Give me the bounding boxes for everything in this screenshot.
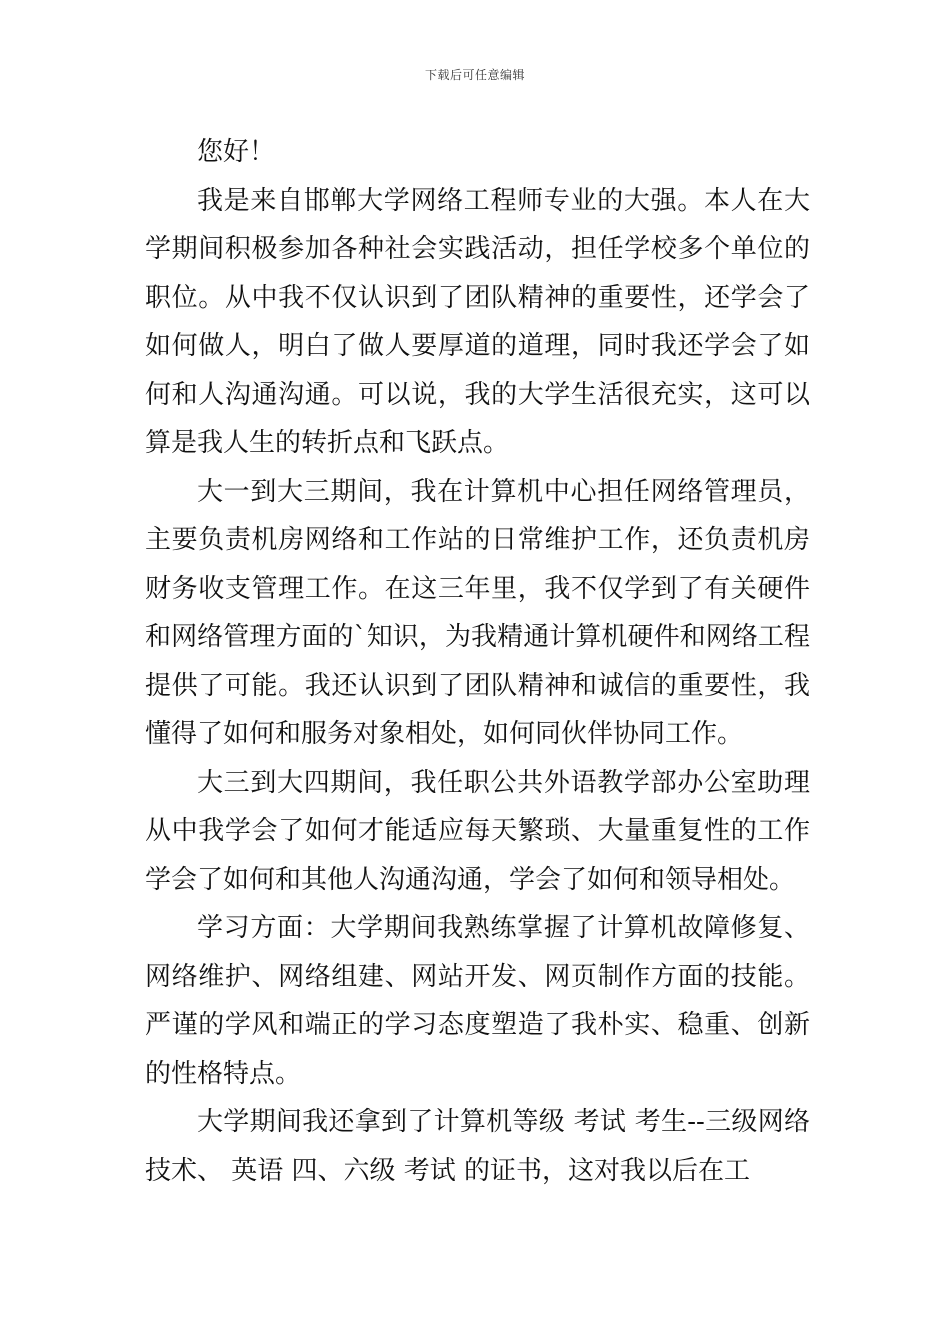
- paragraph-study: 学习方面：大学期间我熟练掌握了计算机故障修复、网络维护、网络组建、网站开发、网页制作方面的技能。严谨的学风和端正的学习态度塑造了我朴实、稳重、创新的性格特点。: [145, 913, 810, 1089]
- paragraph-office-assistant: 大三到大四期间，我任职公共外语教学部办公室助理从中我学会了如何才能适应每天繁琐、大量重复性的工作学会了如何和其他人沟通沟通，学会了如何和领导相处。: [145, 767, 810, 895]
- paragraph-certificates: 大学期间我还拿到了计算机等级 考试 考生--三级网络技术、 英语 四、六级 考试 的证书，这对我以后在工: [145, 1107, 810, 1186]
- page-header-note: 下载后可任意编辑: [424, 68, 525, 82]
- paragraph-network-admin: 大一到大三期间，我在计算机中心担任网络管理员，主要负责机房网络和工作站的日常维护工作，还负责机房财务收支管理工作。在这三年里，我不仅学到了有关硬件和网络管理方面的`知识，为我精通计算机硬件和网络工程提供了可能。我还认识到了团队精神和诚信的重要性，我懂得了如何和服务对象相处，如何同伙伴协同工作。: [145, 476, 810, 749]
- document-body: [145, 128, 810, 1195]
- paragraph-intro: 我是来自邯郸大学网络工程师专业的大强。本人在大学期间积极参加各种社会实践活动，担任学校多个单位的职位。从中我不仅认识到了团队精神的重要性，还学会了如何做人，明白了做人要厚道的道理，同时我还学会了如何和人沟通沟通。可以说，我的大学生活很充实，这可以算是我人生的转折点和飞跃点。: [145, 185, 810, 458]
- greeting-line: 您好！: [197, 137, 276, 167]
